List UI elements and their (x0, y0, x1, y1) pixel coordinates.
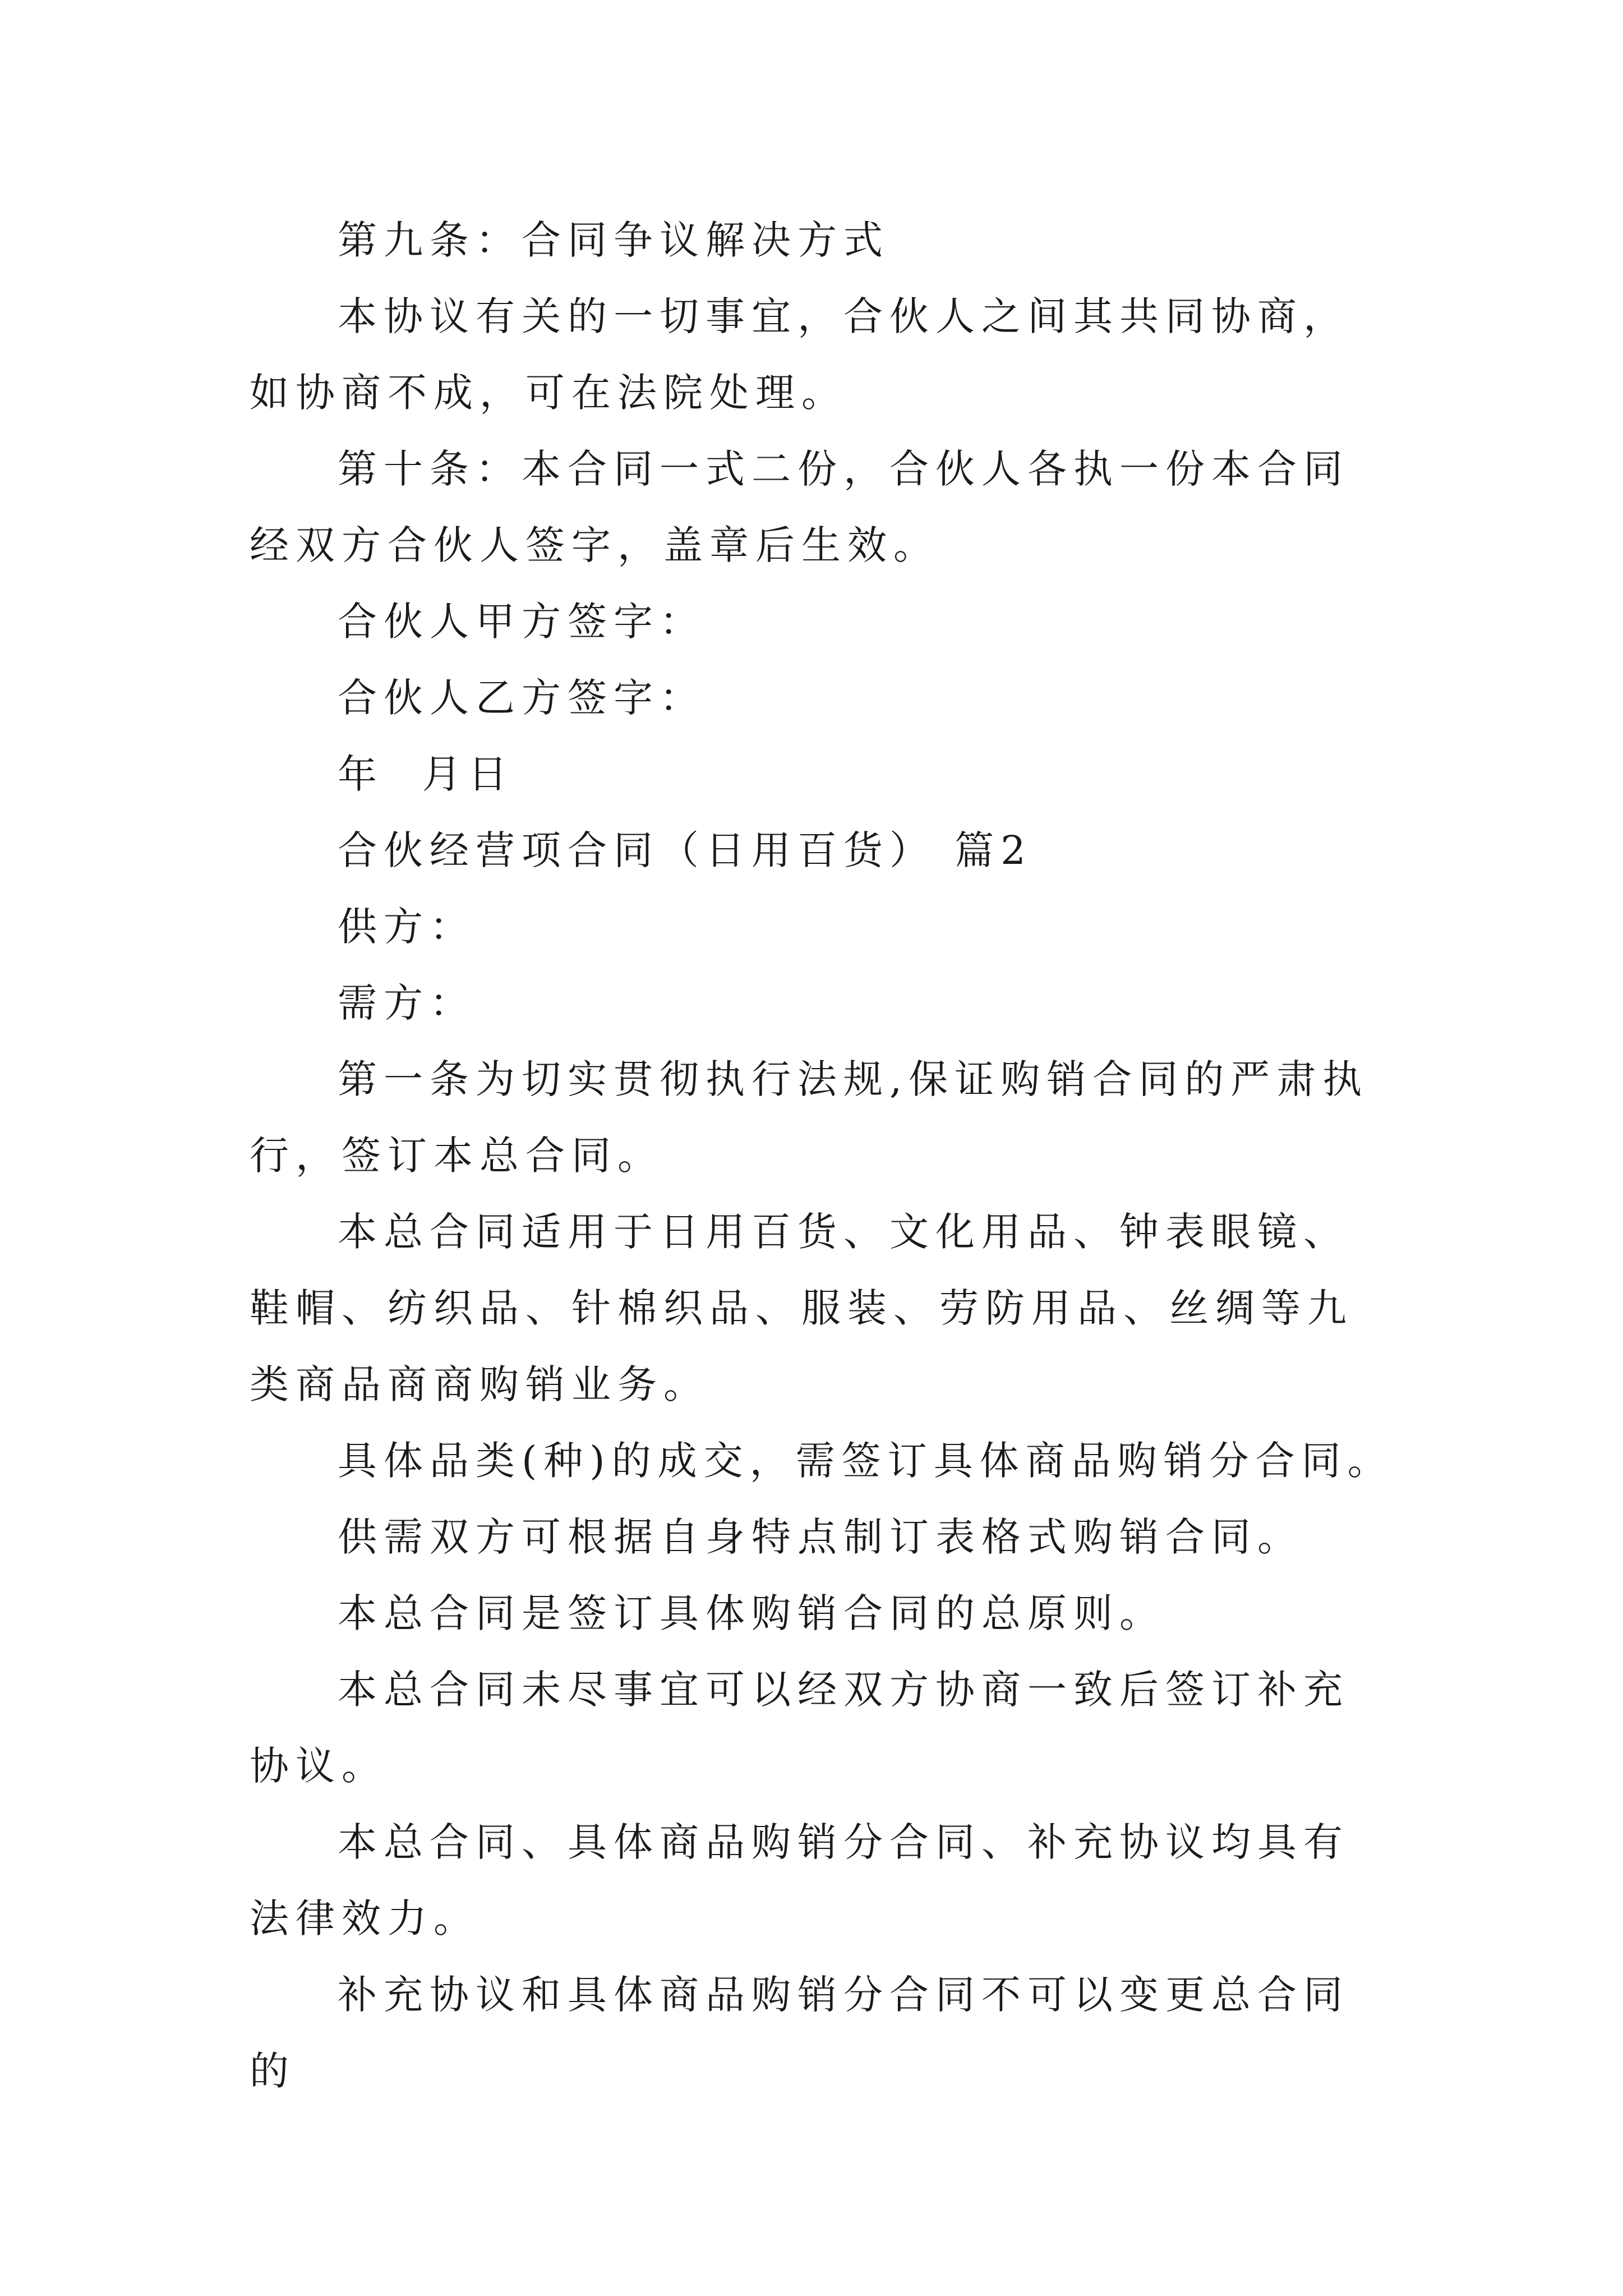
paragraph-supplementary-agreement: 本总合同未尽事宜可以经双方协商一致后签订补充协议。 (250, 1667, 1349, 1789)
paragraph-scope: 本总合同适用于日用百货、文化用品、钟表眼镜、鞋帽、纺织品、针棉织品、服装、劳防用品、丝绸等九类商品商商购销业务。 (250, 1209, 1353, 1407)
signature-line-party-b: 合伙人乙方签字： (338, 675, 706, 721)
signature-line-party-a: 合伙人甲方签字： (338, 599, 706, 645)
paragraph-sub-contracts: 具体品类(种)的成交，需签订具体商品购销分合同。 (338, 1438, 1394, 1484)
date-line: 年 月日 (338, 751, 514, 797)
supplier-line: 供方： (338, 904, 476, 950)
buyer-line: 需方： (338, 980, 476, 1026)
paragraph-article-10: 第十条：本合同一式二份，合伙人各执一份本合同经双方合伙人签字，盖章后生效。 (250, 446, 1349, 568)
paragraph-article-1: 第一条为切实贯彻执行法规,保证购销合同的严肃执行，签订本总合同。 (250, 1056, 1369, 1179)
paragraph-table-format: 供需双方可根据自身特点制订表格式购销合同。 (338, 1514, 1303, 1560)
paragraph-legal-effect: 本总合同、具体商品购销分合同、补充协议均具有法律效力。 (250, 1819, 1349, 1941)
paragraph-article-9-title: 第九条：合同争议解决方式 (338, 217, 889, 263)
paragraph-no-modification: 补充协议和具体商品购销分合同不可以变更总合同的 (250, 1972, 1349, 2094)
section-heading-part-2: 合伙经营项合同（日用百货） 篇2 (338, 827, 1032, 873)
document-body (250, 202, 1394, 2109)
paragraph-general-principle: 本总合同是签订具体购销合同的总原则。 (338, 1590, 1165, 1636)
paragraph-dispute-resolution: 本协议有关的一切事宜，合伙人之间其共同协商，如协商不成，可在法院处理。 (250, 293, 1349, 416)
